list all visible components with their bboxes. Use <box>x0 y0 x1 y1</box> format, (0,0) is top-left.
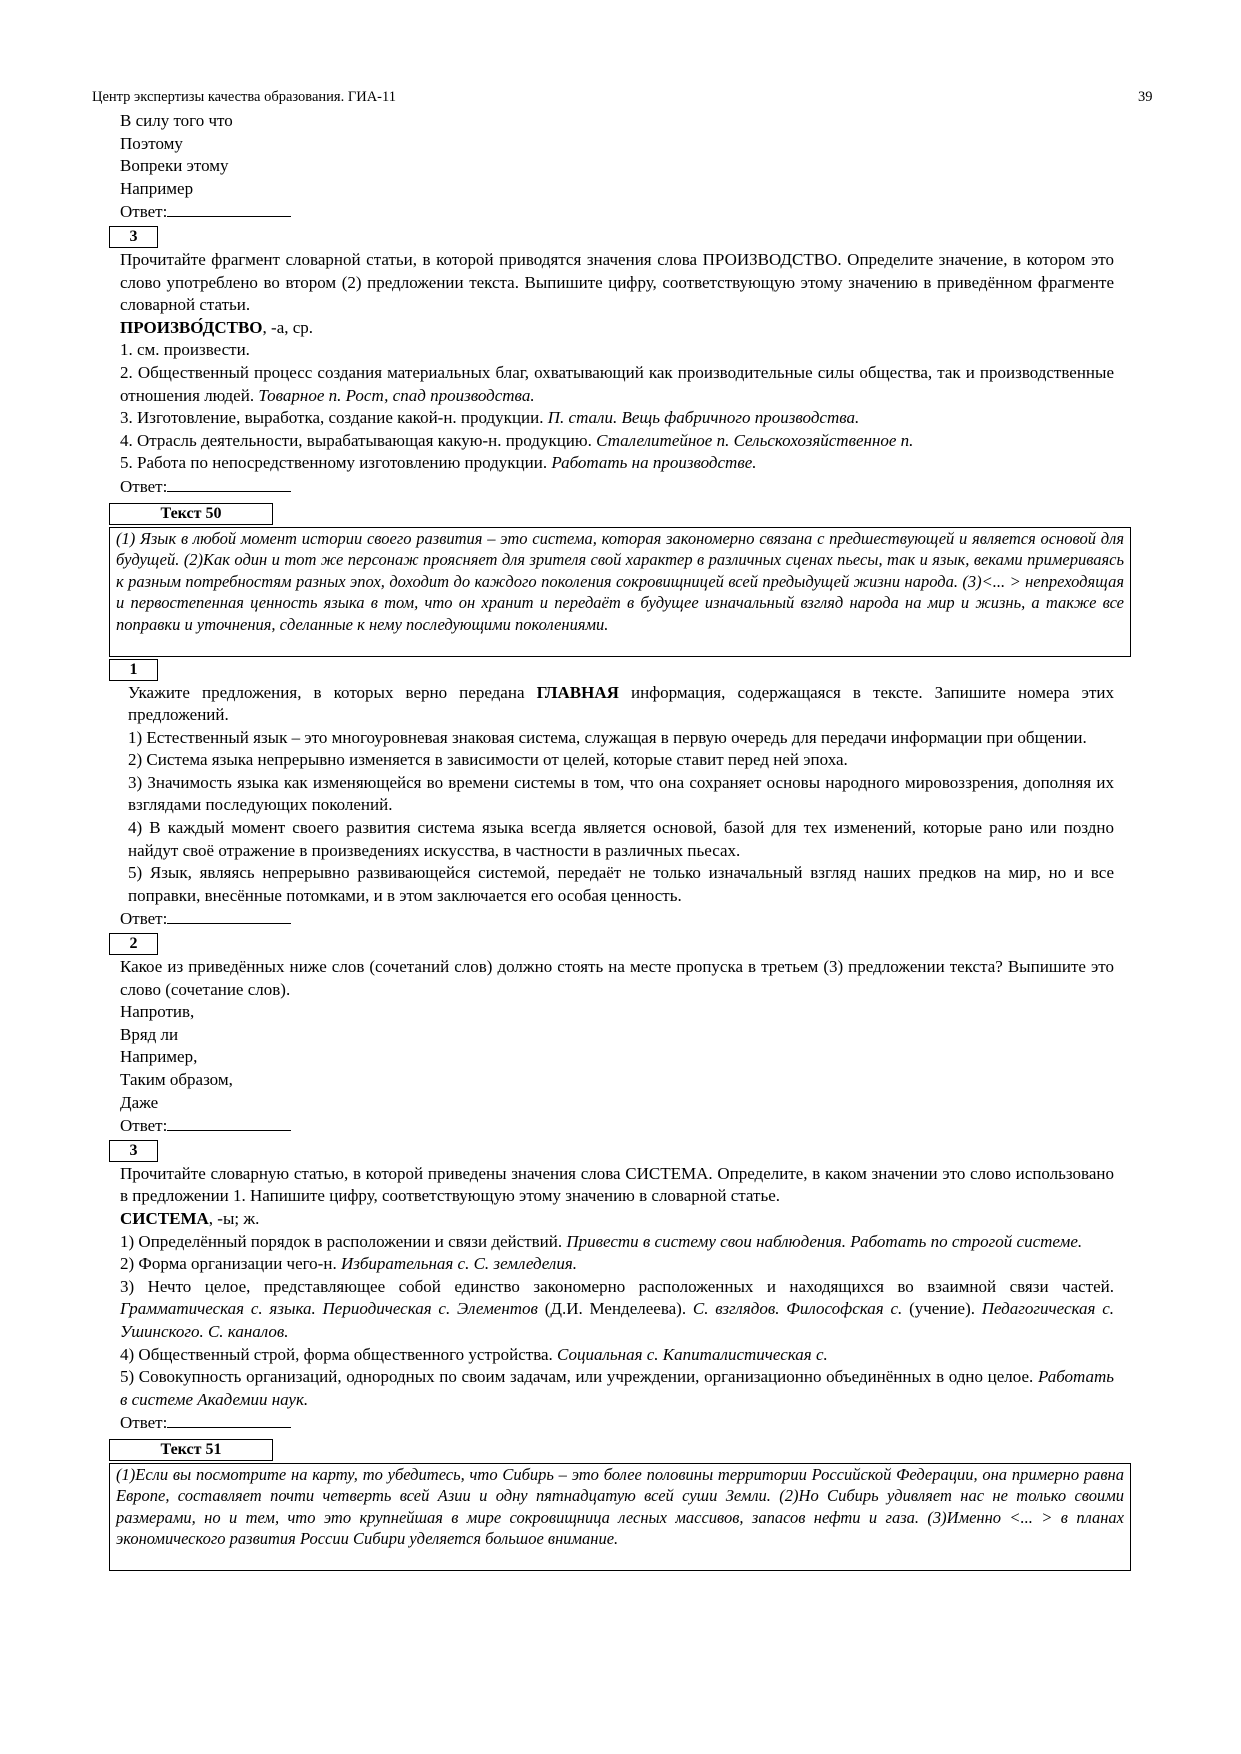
task-number-box: 2 <box>109 933 158 955</box>
task-instruction: Прочитайте словарную статью, в которой приведены значения слова СИСТЕМА. Определите, в каком значении это слово использовано в предложении 1. Напишите цифру, соответствующую этому значению в словарной статье. <box>120 1163 1114 1206</box>
task-number-box: 3 <box>109 226 158 248</box>
meaning-item: 5) Совокупность организаций, однородных по своим задачам, или учреждении, организационно объединённых в одно целое. Работать в системе Академии наук. <box>120 1367 1115 1409</box>
answer-line <box>120 1411 1114 1435</box>
answer-option: 2) Система языка непрерывно изменяется в зависимости от целей, которые ставит перед ней эпоха. <box>128 750 848 770</box>
option-item: Поэтому <box>120 133 183 153</box>
text-title-box: Текст 50 <box>109 503 273 525</box>
answer-line <box>120 475 1114 499</box>
answer-blank[interactable] <box>167 475 291 492</box>
meaning-item: 5. Работа по непосредственному изготовлению продукции. Работать на производстве. <box>120 453 757 473</box>
answer-label: Ответ: <box>120 909 168 929</box>
meaning-examples: Товарное п. Рост, спад производства. <box>258 385 535 405</box>
meaning-item: 4) Общественный строй, форма общественного устройства. Социальная с. Капиталистическая с. <box>120 1344 828 1364</box>
headword: СИСТЕМА <box>120 1208 209 1228</box>
answer-label: Ответ: <box>120 1116 168 1136</box>
meaning-examples: Сталелитейное п. Сельскохозяйственное п. <box>596 430 914 450</box>
answer-line <box>120 200 1114 224</box>
option-item: Вопреки этому <box>120 156 229 176</box>
answer-option: 1) Естественный язык – это многоуровневая знаковая система, служащая в первую очередь для передачи информации при общении. <box>128 727 1087 747</box>
meaning-item: 1) Определённый порядок в расположении и связи действий. Привести в систему свои наблюдения. Работать по строгой системе. <box>120 1231 1083 1251</box>
meaning-item: 2. Общественный процесс создания материальных благ, охватывающий как производительные силы общества, так и производственные отношения людей. Товарное п. Рост, спад производства. <box>120 362 1114 405</box>
meaning-item: 3. Изготовление, выработка, создание какой-н. продукции. П. стали. Вещь фабричного производства. <box>120 408 860 428</box>
answer-option: 3) Значимость языка как изменяющейся во времени системы в том, что она сохраняет основы народного мировоззрения, дополняя их взглядами последующих поколений. <box>128 772 1114 815</box>
option-item: Таким образом, <box>120 1070 233 1089</box>
answer-option: 5) Язык, являясь непрерывно развивающейся системой, передаёт не только изначальный взгляд наших предков на мир, но и все поправки, внесённые потомками, и в этом заключается его особая ценность. <box>128 863 1114 905</box>
grammar-note: , -ы; ж. <box>208 1208 260 1228</box>
answer-label: Ответ: <box>120 202 168 222</box>
task-number-box: 1 <box>109 659 158 681</box>
meaning-item: 2) Форма организации чего-н. Избирательная с. С. земледелия. <box>120 1254 577 1274</box>
answer-blank[interactable] <box>167 200 291 217</box>
source-text: (1) Язык в любой момент истории своего развития – это система, которая закономерно связана с предшествующей и является основой для будущей. (2)Как один и тот же персонаж проясняет для зрителя свой характер в различных сценах пьесы, так и язык, веками примериваясь к разным потребностям разных эпох, доходит до каждого поколения сокровищницей всей предыдущей жизни народа. (3)<... > непреходящая и первостепенная ценность языка в том, что он хранит и передаёт в будущее изначальный взгляд народа на мир и жизнь, а также все поправки и уточнения, сделанные к нему последующими поколениями. <box>109 527 1131 657</box>
task-instruction: Какое из приведённых ниже слов (сочетаний слов) должно стоять на месте пропуска в третьем (3) предложении текста? Выпишите это слово (сочетание слов). <box>120 957 1114 999</box>
answer-line <box>120 1114 1114 1138</box>
answer-line <box>120 907 1114 931</box>
headword: ПРОИЗВО́ДСТВО <box>120 317 263 337</box>
answer-blank[interactable] <box>167 1411 291 1428</box>
dictionary-entry-head <box>120 317 1114 340</box>
running-header: Центр экспертизы качества образования. ГИА-11 <box>92 89 396 105</box>
option-item: Например, <box>120 1047 198 1067</box>
answer-blank[interactable] <box>167 1114 291 1131</box>
meaning-item: 3) Нечто целое, представляющее собой единство закономерно расположенных и находящихся во взаимной связи частей. Грамматическая с. языка. Периодическая с. Элементов (Д.И. Менделеева). С. взглядов. Философская с. (учение). Педагогическая с. Ушинского. С. каналов. <box>120 1276 1115 1341</box>
option-item: Напротив, <box>120 1002 195 1022</box>
task-instruction: Прочитайте фрагмент словарной статьи, в которой приводятся значения слова ПРОИЗВОДСТВО. Определите значение, в котором это слово употреблено во втором (2) предложении текста. Выпишите цифру, соответствующую этому значению в приведённом фрагменте словарной статьи. <box>120 249 1114 315</box>
task-number-box: 3 <box>109 1140 158 1162</box>
option-item: Вряд ли <box>120 1024 179 1044</box>
dictionary-entry-head <box>120 1208 1114 1231</box>
text-title-box: Текст 51 <box>109 1439 273 1461</box>
meaning-item: 1. см. произвести. <box>120 340 250 360</box>
task-instruction: Укажите предложения, в которых верно передана ГЛАВНАЯ информация, содержащаяся в тексте. Запишите номера этих предложений. <box>128 682 1114 725</box>
option-item: В силу того что <box>120 111 233 130</box>
answer-label: Ответ: <box>120 1413 168 1433</box>
answer-blank[interactable] <box>167 907 291 924</box>
page-content <box>116 110 1124 1571</box>
answer-option: 4) В каждый момент своего развития система языка всегда является основой, базой для тех изменений, которые рано или поздно найдут своё отражение в произведениях искусства, в частности в различных пьесах. <box>128 818 1114 860</box>
source-text: (1)Если вы посмотрите на карту, то убедитесь, что Сибирь – это более половины территории Российской Федерации, она примерно равна Европе, составляет почти четверть всей Азии и одну пятнадцатую всей суши Земли. (2)Но Сибирь удивляет нас не только своими размерами, но и тем, что это крупнейшая в мире сокровищница лесных массивов, запасов нефти и газа. (3)Именно <... > в планах экономического развития России Сибири уделяется большое внимание. <box>109 1463 1131 1571</box>
meaning-examples: Работать на производстве. <box>551 453 757 473</box>
meaning-item: 4. Отрасль деятельности, вырабатывающая какую-н. продукцию. Сталелитейное п. Сельскохозяйственное п. <box>120 430 914 450</box>
meaning-examples: П. стали. Вещь фабричного производства. <box>547 408 860 428</box>
option-item: Например <box>120 178 194 198</box>
page-number: 39 <box>1138 89 1153 105</box>
option-item: Даже <box>120 1092 159 1112</box>
answer-label: Ответ: <box>120 476 168 496</box>
grammar-note: , -а, ср. <box>262 317 314 337</box>
